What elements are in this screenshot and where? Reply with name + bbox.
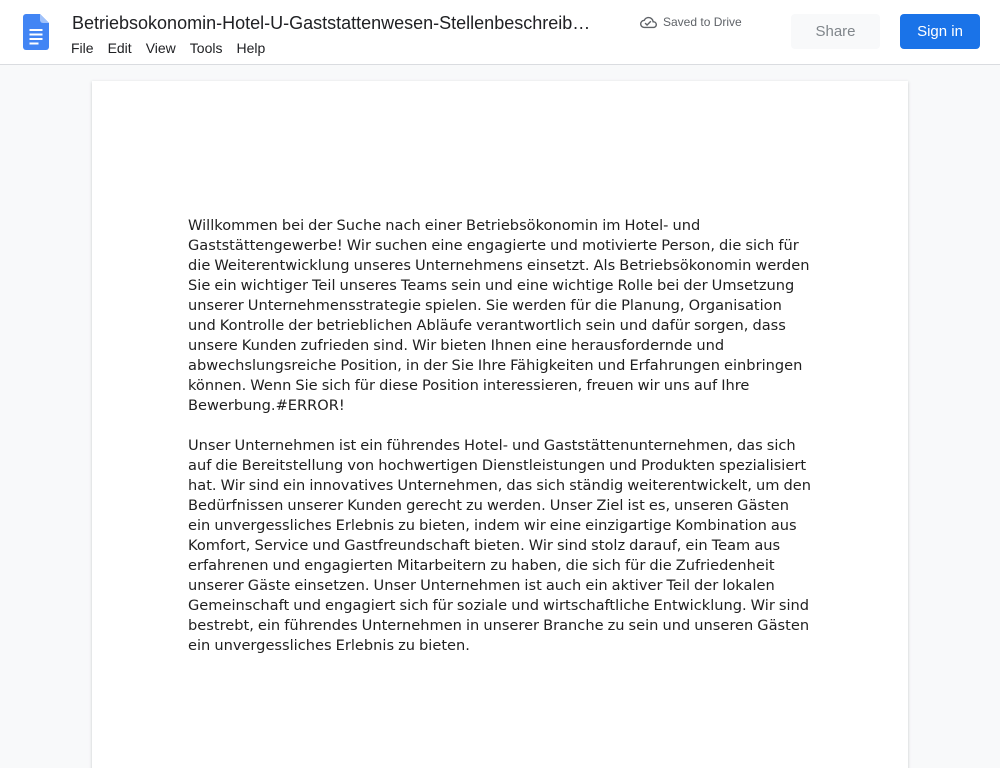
menu-bar <box>64 38 272 58</box>
document-canvas[interactable] <box>0 65 1000 768</box>
menu-tools[interactable]: Tools <box>189 40 223 56</box>
google-docs-icon[interactable] <box>23 14 49 50</box>
paragraph-intro: Willkommen bei der Suche nach einer Betriebsökonomin im Hotel- und Gaststättengewerbe! Wir suchen eine engagierte und motivierte Person, die sich für die Weiterentwicklung unseres Unternehmens einsetzt. Als Betriebsökonomin werden Sie ein wichtiger Teil unseres Teams sein und eine wichtige Rolle bei der Umsetzung unserer Unternehmensstrategie spielen. Sie werden für die Planung, Organisation und Kontrolle der betrieblichen Abläufe verantwortlich sein und dafür sorgen, dass unsere Kunden zufrieden sind. Wir bieten Ihnen eine herausfordernde und abwechslungsreiche Position, in der Sie Ihre Fähigkeiten und Erfahrungen einbringen können. Wenn Sie sich für diese Position interessieren, freuen wir uns auf Ihre Bewerbung.#ERROR! <box>188 217 810 414</box>
save-status[interactable] <box>640 13 742 31</box>
save-status-label: Saved to Drive <box>663 15 742 29</box>
paragraph-company: Unser Unternehmen ist ein führendes Hotel- und Gaststättenunternehmen, das sich auf die Bereitstellung von hochwertigen Dienstleistungen und Produkten spezialisiert hat. Wir sind ein innovatives Unternehmen, das sich ständig weiterentwickelt, um den Bedürfnissen unserer Kunden gerecht zu werden. Unser Ziel ist es, unseren Gästen ein unvergessliches Erlebnis zu bieten, indem wir eine einzigartige Kombination aus Komfort, Service und Gastfreundschaft bieten. Wir sind stolz darauf, ein Team aus erfahrenen und engagierten Mitarbeitern zu haben, die sich für die Zufriedenheit unserer Gäste einsetzen. Unser Unternehmen ist auch ein aktiver Teil der lokalen Gemeinschaft und engagiert sich für soziale und wirtschaftliche Entwicklung. Wir sind bestrebt, ein führendes Unternehmen in unserer Branche zu sein und unseren Gästen ein unvergessliches Erlebnis zu bieten. <box>188 437 812 654</box>
document-page[interactable] <box>92 81 908 768</box>
share-button[interactable]: Share <box>791 14 880 49</box>
document-body[interactable] <box>188 216 812 676</box>
menu-file[interactable]: File <box>71 40 94 56</box>
menu-edit[interactable]: Edit <box>107 40 132 56</box>
menu-view[interactable]: View <box>145 40 176 56</box>
menu-help[interactable]: Help <box>236 40 266 56</box>
docs-header <box>0 0 1000 65</box>
cloud-done-icon <box>640 14 657 31</box>
sign-in-button[interactable]: Sign in <box>900 14 980 49</box>
document-title[interactable]: Betriebsokonomin-Hotel-U-Gaststattenwesen-Stellenbeschreib… <box>72 13 591 33</box>
